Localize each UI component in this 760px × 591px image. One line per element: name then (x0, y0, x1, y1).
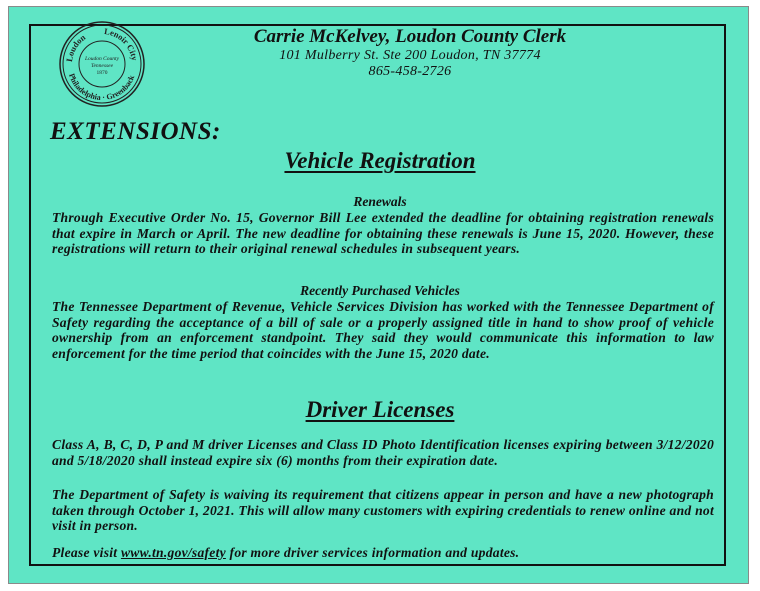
visit-suffix: for more driver services information and updates. (225, 545, 520, 560)
visit-prefix: Please visit (52, 545, 121, 560)
seal-arc-text-top: Loudon (64, 32, 88, 63)
seal-arc-text-bottom: Philadelphia · Greenback (67, 72, 137, 103)
driver-licenses-paragraph-2: The Department of Safety is waiving its requirement that citizens appear in person and have a new photograph taken through October 1, 2021. This will allow many customers with expiring credentials to renew online and not visit in person. (52, 487, 714, 534)
renewals-paragraph: Through Executive Order No. 15, Governor Bill Lee extended the deadline for obtaining registration renewals that expire in March or April. The new deadline for obtaining these renewals is June 15, 2020. However, these registrations will return to their original renewal schedules in subsequent years. (52, 210, 714, 257)
clerk-phone: 865-458-2726 (368, 64, 452, 79)
seal-center-line1: Loudon County (84, 56, 120, 62)
county-seal (58, 20, 146, 108)
seal-center-line3: 1870 (96, 70, 108, 76)
renewals-heading: Renewals (353, 194, 407, 209)
seal-arc-text-right: Lenoir City (103, 26, 140, 62)
clerk-header (185, 26, 635, 80)
safety-website-link[interactable]: www.tn.gov/safety (120, 545, 226, 560)
vehicle-registration-title: Vehicle Registration (284, 148, 476, 173)
driver-licenses-title: Driver Licenses (305, 397, 455, 422)
extensions-heading: EXTENSIONS: (50, 118, 221, 145)
recent-vehicles-heading: Recently Purchased Vehicles (300, 283, 460, 298)
recent-vehicles-paragraph: The Tennessee Department of Revenue, Vehicle Services Division has worked with the Tennessee Department of Safety regarding the acceptance of a bill of sale or a properly assigned title in hand to show proof of vehicle ownership from an enforcement standpoint. They said they would communicate this information to law enforcement for the time period that coincides with the June 15, 2020 date. (52, 299, 714, 361)
driver-licenses-paragraph-1: Class A, B, C, D, P and M driver Licenses and Class ID Photo Identification licenses expiring between 3/12/2020 and 5/18/2020 shall instead expire six (6) months from their expiration date. (52, 437, 714, 468)
clerk-address: 101 Mulberry St. Ste 200 Loudon, TN 37774 (279, 48, 541, 63)
visit-line (52, 545, 714, 561)
seal-center-line2: Tennessee (90, 63, 114, 69)
clerk-name: Carrie McKelvey, Loudon County Clerk (253, 26, 567, 47)
